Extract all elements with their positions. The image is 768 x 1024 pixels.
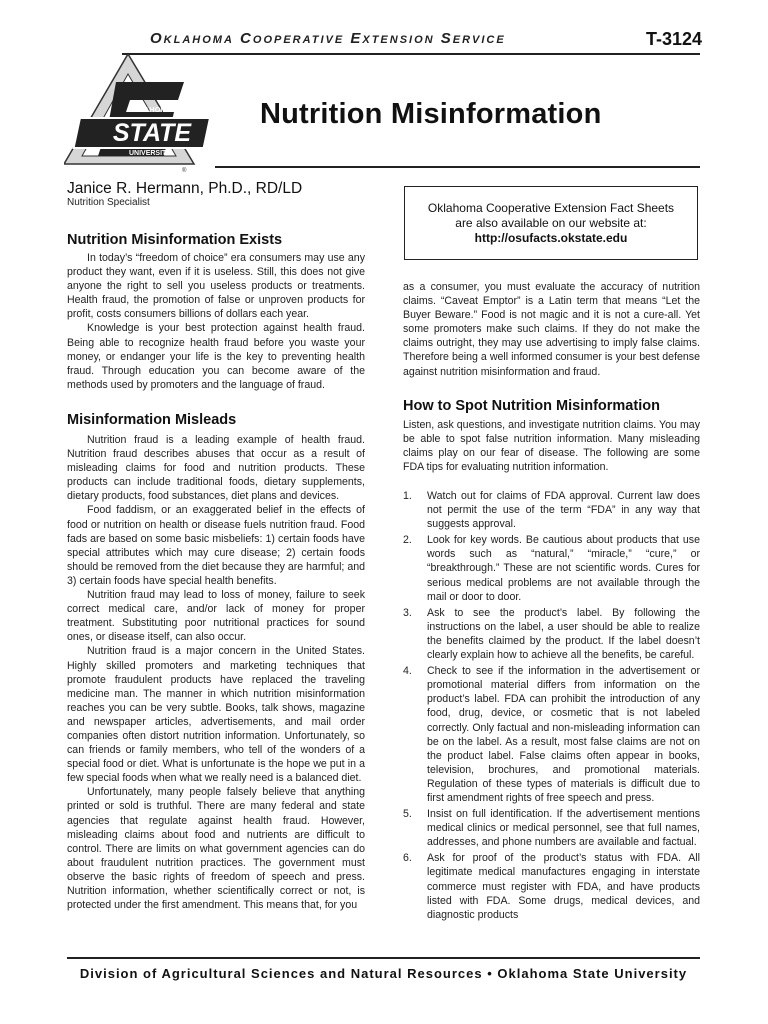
osu-logo (64, 52, 229, 180)
paragraph: Nutrition fraud is a leading example of health fraud. Nutrition fraud describes abuses that occur as a result of misleading claims for food and nutrition products. These products can include traditional foods, dietary supplements, dietary products, food substances, diet plans and devices. (67, 434, 365, 503)
fda-tips-list (403, 489, 700, 924)
list-item-number: 5. (403, 808, 412, 821)
fact-sheet-id: T-3124 (646, 29, 703, 49)
continuation-paragraph (403, 280, 700, 379)
list-item-text: Watch out for claims of FDA approval. Current law does not permit the use of the term “FDA” in any way that suggests approval. (427, 490, 700, 531)
paragraph: Nutrition fraud may lead to loss of money, failure to seek correct medical care, and/or lack of money for proper treatment. Substituting poor nutritional practices for sound ones, or disease itself, can also occur. (67, 589, 365, 644)
list-item-number: 4. (403, 665, 412, 678)
list-item-number: 3. (403, 606, 412, 619)
list-item-number: 6. (403, 852, 412, 865)
extension-service-name: Oklahoma Cooperative Extension Service (150, 30, 506, 47)
list-item-text: Ask to see the product’s label. By following the instructions on the label, a user should be able to realize the benefits claimed by the product. If the label doesn’t clearly explain how to achieve all the benefits, be careful. (427, 606, 700, 662)
footer-rule (67, 957, 700, 959)
paragraph: Unfortunately, many people falsely believe that anything printed or sold is truthful. There are many federal and state agencies that regulate against health fraud. However, misleading claims about food and nutrients are difficult to control. There are limits on what government agencies can do about fraudulent nutrition practices. The government must observe the basic rights of freedom of speech and press. Nutrition information, whether scientifically correct or not, is protected under the first amendment. This means that, for you (67, 786, 365, 912)
paragraph: In today’s “freedom of choice” era consumers may use any product they want, even if it is useless. Still, this does not give anyone the right to sell you useless products or treatments. Health fraud, the promotion of false or unproven products for profit, costs consumers billions of dollars each year. (67, 252, 365, 321)
section-body-misinformation-exists (67, 251, 365, 392)
paragraph: as a consumer, you must evaluate the accuracy of nutrition claims. “Caveat Emptor” is a Latin term that means “Let the Buyer Beware.” Food is not magic and it is not a cure-all. Yet some promoters make such claims. If they do not make the claims outright, they may use advertising to imply false claims. Therefore being a well informed consumer is your best defense against nutrition misinformation and fraud. (403, 281, 700, 378)
paragraph: Listen, ask questions, and investigate nutrition claims. You may be able to spot false nutrition information. Many misleading claims play on our fear of disease. The following are some FDA tips for evaluating nutrition information. (403, 419, 700, 474)
logo-text-university: UNIVERSITY (128, 150, 172, 157)
list-item (403, 489, 700, 531)
section-body-misinformation-misleads (67, 433, 365, 912)
website-info-line2: are also available on our website at: (455, 216, 647, 230)
website-info-box (404, 186, 698, 260)
list-item (403, 664, 700, 805)
section-heading-misinformation-exists: Nutrition Misinformation Exists (67, 232, 283, 248)
list-item (403, 851, 700, 921)
author-name: Janice R. Hermann, Ph.D., RD/LD (67, 180, 303, 197)
list-item-text: Check to see if the information in the advertisement or promotional material differs from information on the product’s label. FDA can prohibit the introduction of any food, drug, device, or cosmetic that is not labeled correctly. Only factual and non-misleading information can be on the label. As a result, most false claims are not on the product label. False claims often appear in books, television, brochures, and promotional materials. Regulation of these types of materials is difficult due to first amendment rights of free speech and press. (427, 665, 700, 804)
list-item (403, 533, 700, 603)
paragraph: Food faddism, or an exaggerated belief in the effects of food or nutrition on health or disease fuels nutrition fraud. Food fads are based on some basic misbeliefs: 1) certain foods have special attributes which may cure disease; 2) certain foods should be removed from the diet because they are harmful; and 3) certain foods have special health benefits. (67, 504, 365, 587)
title-rule (215, 166, 700, 168)
list-item-number: 2. (403, 534, 412, 547)
logo-trademark: ® (182, 168, 187, 174)
list-item (403, 807, 700, 849)
logo-text-state: STATE (112, 119, 192, 147)
section-heading-spot-misinformation: How to Spot Nutrition Misinformation (403, 398, 660, 414)
logo-text-oklahoma: OKLAHOMA (127, 105, 173, 114)
website-info-line1: Oklahoma Cooperative Extension Fact Sheets (427, 201, 675, 215)
paragraph: Knowledge is your best protection against health fraud. Being able to recognize health fraud before you waste your money, or endanger your life is the key to preventing health fraud. Through education you can become aware of the methods used by promoters and the language of fraud. (67, 322, 365, 391)
section-intro-spot-misinformation (403, 418, 700, 474)
website-url-link[interactable]: http://osufacts.okstate.edu (474, 231, 628, 245)
page-title: Nutrition Misinformation (260, 98, 602, 130)
list-item-number: 1. (403, 490, 412, 502)
author-role: Nutrition Specialist (67, 197, 150, 208)
list-item-text: Look for key words. Be cautious about products that use words such as “natural,” “miracle,” “cure,” or “breakthrough.” These are not scientific words. Cures for serious medical problems are not available through the mail or door to door. (427, 534, 700, 603)
paragraph: Nutrition fraud is a major concern in the United States. Highly skilled promoters and marketing techniques that promote fraudulent products have replaced the traveling medicine man. The manner in which nutrition misinformation reaches you can be very subtle. Books, talk shows, magazine and newspaper articles, advertisements, and mail order companies often distort nutrition information. Unfortunately, so can friends or family members, who tell of the wonders of a special food or diet. What is unfortunate is the hope we put in a few special foods when what we really need is a balanced diet. (67, 645, 365, 785)
list-item-text: Insist on full identification. If the advertisement mentions medical clinics or medical personnel, see that full names, addresses, and phone numbers are available and factual. (427, 808, 700, 849)
section-heading-misinformation-misleads: Misinformation Misleads (67, 412, 237, 428)
list-item-text: Ask for proof of the product’s status with FDA. All legitimate medical manufactures engaging in interstate commerce must register with FDA, and have products listed with FDA. Some drugs, medical devices, and diagnostic products (427, 852, 700, 921)
list-item (403, 606, 700, 662)
footer-division-line: Division of Agricultural Sciences and Natural Resources • Oklahoma State University (79, 966, 688, 981)
